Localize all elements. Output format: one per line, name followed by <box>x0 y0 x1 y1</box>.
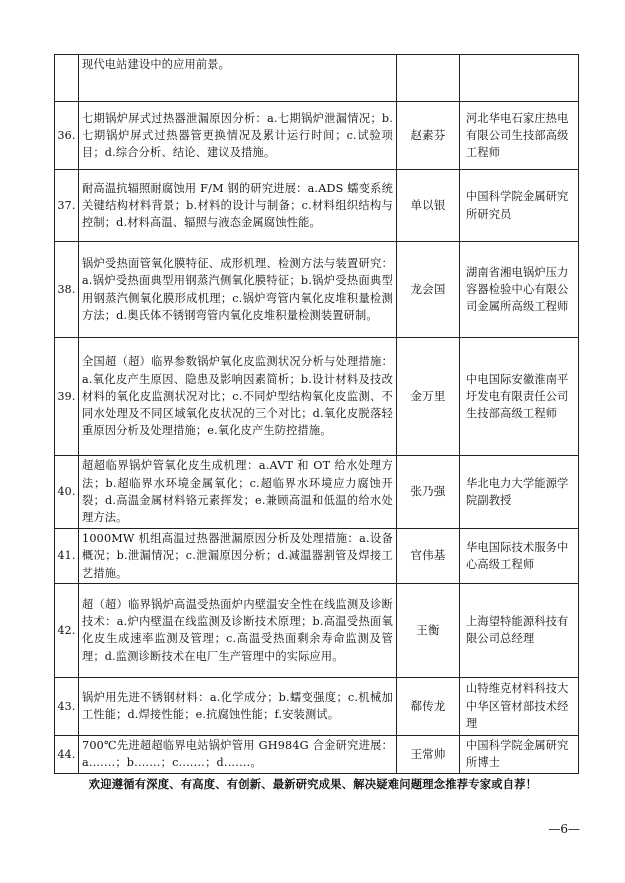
expert-topic-table <box>54 54 579 774</box>
topic-description: 锅炉用先进不锈钢材料：a.化学成分；b.蠕变强度；c.机械加工性能；d.焊接性能；e.抗腐蚀性能；f.安装测试。 <box>79 677 397 735</box>
table-row <box>55 529 579 584</box>
expert-affiliation: 华北电力大学能源学院副教授 <box>460 456 579 529</box>
topic-description: 700℃先进超超临界电站锅炉管用 GH984G 合金研究进展：a.……；b.……；c.……；d.……。 <box>79 735 397 773</box>
topic-description: 现代电站建设中的应用前景。 <box>79 55 397 102</box>
expert-name: 郗传龙 <box>397 677 460 735</box>
expert-affiliation: 河北华电石家庄热电有限公司生技部高级工程师 <box>460 102 579 170</box>
table-row <box>55 242 579 338</box>
expert-affiliation: 中国科学院金属研究所博士 <box>460 735 579 773</box>
topic-description: 超超临界锅炉管氧化皮生成机理：a.AVT 和 OT 给水处理方法；b.超临界水环境金属氧化；c.超临界水环境应力腐蚀开裂；d.高温金属材料铬元素挥发；e.兼顾高温和低温的给水处理方法。 <box>79 456 397 529</box>
table-row <box>55 338 579 456</box>
row-number: 38. <box>55 242 79 338</box>
topic-description: 超（超）临界锅炉高温受热面炉内壁温安全性在线监测及诊断技术：a.炉内壁温在线监测及诊断技术原理；b.高温受热面氧化皮生成速率监测及管理；c.高温受热面剩余寿命监测及管理；d.监测诊断技术在电厂生产管理中的实际应用。 <box>79 583 397 677</box>
row-number: 36. <box>55 102 79 170</box>
expert-name: 官伟基 <box>397 529 460 584</box>
recommendation-note: 欢迎遵循有深度、有高度、有创新、最新研究成果、解决疑难问题理念推荐专家或自荐！ <box>88 778 538 791</box>
row-number: 39. <box>55 338 79 456</box>
topic-description: 耐高温抗辐照耐腐蚀用 F/M 钢的研究进展：a.ADS 蠕变系统关键结构材料背景；b.材料的设计与制备；c.材料组织结构与控制；d.材料高温、辐照与液态金属腐蚀性能。 <box>79 170 397 242</box>
expert-name: 金万里 <box>397 338 460 456</box>
row-number: 42. <box>55 583 79 677</box>
expert-affiliation: 上海望特能源科技有限公司总经理 <box>460 583 579 677</box>
row-number <box>55 55 79 102</box>
expert-affiliation: 山特维克材料科技大中华区管材部技术经理 <box>460 677 579 735</box>
expert-name: 王衡 <box>397 583 460 677</box>
table-row <box>55 55 579 102</box>
expert-name: 龙会国 <box>397 242 460 338</box>
row-number: 40. <box>55 456 79 529</box>
expert-name: 赵素芬 <box>397 102 460 170</box>
table-row <box>55 735 579 773</box>
topic-description: 全国超（超）临界参数锅炉氧化皮监测状况分析与处理措施：a.氧化皮产生原因、隐患及影响因素简析；b.设计材料及技改材料的氧化皮监测状况对比；c.不同炉型结构氧化皮监测、不同水处理及不同区域氧化皮状况的三个对比；d.氧化皮脱落轻重原因分析及处理措施；e.氧化皮产生防控措施。 <box>79 338 397 456</box>
expert-affiliation: 湖南省湘电锅炉压力容器检验中心有限公司金属所高级工程师 <box>460 242 579 338</box>
table-row <box>55 456 579 529</box>
topic-description: 1000MW 机组高温过热器泄漏原因分析及处理措施：a.设备概况；b.泄漏情况；c.泄漏原因分析；d.减温器割管及焊接工艺措施。 <box>79 529 397 584</box>
expert-affiliation: 中国科学院金属研究所研究员 <box>460 170 579 242</box>
expert-affiliation <box>460 55 579 102</box>
expert-name: 单以银 <box>397 170 460 242</box>
row-number: 44. <box>55 735 79 773</box>
table-row <box>55 677 579 735</box>
table-row <box>55 170 579 242</box>
row-number: 37. <box>55 170 79 242</box>
table-row <box>55 583 579 677</box>
page-number: —6— <box>548 822 580 836</box>
table-row <box>55 102 579 170</box>
row-number: 41. <box>55 529 79 584</box>
expert-name <box>397 55 460 102</box>
expert-affiliation: 中电国际安徽淮南平圩发电有限责任公司生技部高级工程师 <box>460 338 579 456</box>
topic-description: 锅炉受热面管氧化膜特征、成形机理、检测方法与装置研究：a.锅炉受热面典型用钢蒸汽侧氧化膜特征；b.锅炉受热面典型用钢蒸汽侧氧化膜形成机理；c.锅炉弯管内氧化皮堆积量检测方法；d.奥氏体不锈钢弯管内氧化皮堆积量检测装置研制。 <box>79 242 397 338</box>
expert-affiliation: 华电国际技术服务中心高级工程师 <box>460 529 579 584</box>
expert-name: 王常帅 <box>397 735 460 773</box>
topic-description: 七期锅炉屏式过热器泄漏原因分析：a.七期锅炉泄漏情况；b.七期锅炉屏式过热器管更换情况及累计运行时间；c.试验项目；d.综合分析、结论、建议及措施。 <box>79 102 397 170</box>
row-number: 43. <box>55 677 79 735</box>
expert-name: 张乃强 <box>397 456 460 529</box>
